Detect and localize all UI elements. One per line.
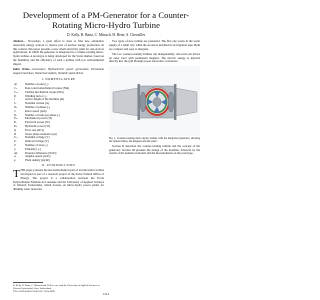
nomenclature-definition: Flow rate (m³/s): [25, 128, 44, 132]
paper-title: Development of a PM-Generator for a Counter-Rotating Micro-Hydro Turbine: [22, 10, 190, 30]
nomenclature-symbol: Pₕ: [14, 124, 17, 129]
nomenclature-symbol: n: [14, 108, 16, 113]
abstract: [13, 40, 104, 66]
nomenclature-definition: Hydraulic power (W): [25, 125, 51, 129]
nomenclature-definition: Induced voltage (V): [25, 140, 49, 144]
nomenclature-definition: Electrical power (W): [25, 121, 50, 125]
nomenclature-list: [13, 83, 104, 163]
nomenclature-heading: I. NOMENCLATURE: [41, 77, 76, 82]
nomenclature-symbol: Z: [14, 143, 16, 148]
nomenclature-definition: Angular speed (rad/s): [25, 155, 51, 159]
nomenclature-definition: Winding factor (-): [25, 94, 47, 98]
nomenclature-definition: Number of phases (-): [25, 106, 51, 110]
turbine-illustration: [109, 66, 200, 136]
drop-cap: T: [13, 167, 20, 180]
nomenclature-definition: Rotor electromechanical torque (Nm): [25, 87, 70, 91]
abstract-lead: Abstract: [13, 39, 24, 43]
nomenclature-symbol: Cₘ: [14, 89, 18, 94]
nomenclature-symbol: η: [14, 146, 16, 151]
nomenclature-symbol: Q: [14, 127, 17, 132]
figure-caption: Fig. 1. Counter-rotating micro-hydro turbine with the integrated generator, showing the runner blades, the magnets and the stator.: [109, 136, 200, 143]
nomenclature-symbol: Uₙ: [14, 135, 18, 140]
nomenclature-definition: Active length of the machine (m): [25, 98, 65, 102]
nomenclature-definition: Efficiency (-): [25, 147, 41, 151]
nomenclature-definition: Number of slots (-): [25, 144, 48, 148]
index-terms: [13, 68, 104, 76]
nomenclature-symbol: Pₘ: [14, 116, 18, 121]
nomenclature-symbol: ω: [14, 154, 17, 159]
turbine-figure: [109, 66, 200, 136]
nomenclature-definition: Nominal voltage (V): [25, 136, 50, 140]
nomenclature-symbol: Cₛ: [14, 86, 18, 91]
nomenclature-definition: Number of poles (-): [25, 83, 49, 87]
introduction-heading: II. INTRODUCTION: [41, 163, 76, 168]
nomenclature-definition: Turbine mechanical torque (Nm): [25, 90, 64, 94]
footnote-affiliation: D. Kelly, R. Barta, C. Mitsuch and H. Beier are with the University of Applied Sciences of Western Switzerland, Sion, Switzerland.: [13, 283, 100, 290]
nomenclature-symbol: ρ: [14, 158, 16, 163]
index-terms-lead: Index Terms: [13, 67, 30, 72]
author-list: D. Kelly, R. Barta, C. Mitsuch, H. Beier, S. Chevailler: [66, 33, 146, 37]
nomenclature-symbol: Nₛ: [14, 105, 18, 110]
nomenclature-symbol: Iₙ: [14, 101, 17, 106]
footnote-id: 978-1-4799-4389-0/14/$31.00 ©2014 IEEE: [13, 289, 55, 293]
nomenclature-symbol: Uᵢ: [14, 139, 17, 144]
nomenclature-symbol: Δp: [14, 150, 18, 155]
nomenclature-symbol: l: [14, 97, 15, 102]
right-column: [109, 40, 200, 158]
introduction-paragraph: [13, 169, 104, 192]
page-number: 1214: [103, 292, 109, 296]
left-column: [13, 40, 104, 192]
nomenclature-definition: Fluid density (kg/m³): [25, 159, 51, 163]
nomenclature-symbol: D: [14, 93, 17, 98]
body-paragraph: Two types of new turbine are presented. The first one works in the water supply of a small city, while the second is installed in an irrigation pipe. Both are compact and easy to integrate.: [109, 39, 200, 51]
nomenclature-definition: Mechanical power (W): [25, 117, 53, 121]
nomenclature-definition: Pressure difference (N/m²): [25, 151, 57, 155]
introduction-text: HIS paper presents the electromechanical part of an innovative turbine developed as part of a research project of the Swiss Federal Office of Energy. The project is a collaboration between the Ecole Polytechnique Fédérale de Lausanne and the University of Applied Sciences of Western Switzerland, which focuses on micro-hydro power plants for drinking water networks.: [13, 168, 104, 192]
body-paragraph: The two counter-rotating turbines run independently, and each one drives an outer rotor with permanent magnets. The electric energy is injected directly into the grid through power electronics converters.: [109, 51, 200, 64]
nomenclature-symbol: 2p: [14, 82, 17, 87]
nomenclature-symbol: Nₑ: [14, 112, 17, 117]
body-paragraph: Section II describes the counter-rotating turbine and the concept of the generator. Section III presents the design of the machine, followed by the results of the numerical models and the measurements on the prototype.: [109, 143, 200, 156]
nomenclature-definition: Stator phase resistance (Ω): [25, 132, 57, 136]
nomenclature-definition: Nominal current (A): [25, 102, 50, 106]
nomenclature-symbol: R: [14, 131, 16, 136]
nomenclature-definition: Rotor speed (rpm): [25, 109, 47, 113]
abstract-text: — Nowadays, a great effort is done to find new alternative renewable energy sources to replace part of nuclear energy production. In this context, this paper presents a new small electricity plant for run-of-river applications, in which the generator is integrated in a counter-rotating micro-hydro turbine. A prototype is being developed for the Swiss market, based on the flexibility and the efficiency of such a turbine with low environmental impact.: [13, 39, 104, 66]
index-terms-text: —Generators, Hydroelectric power generation, Permanent magnet machines, Numerical models, Variable speed drives.: [13, 67, 105, 76]
nomenclature-symbol: Pₑ: [14, 120, 17, 125]
nomenclature-definition: Number of turns per phase (-): [25, 113, 60, 117]
